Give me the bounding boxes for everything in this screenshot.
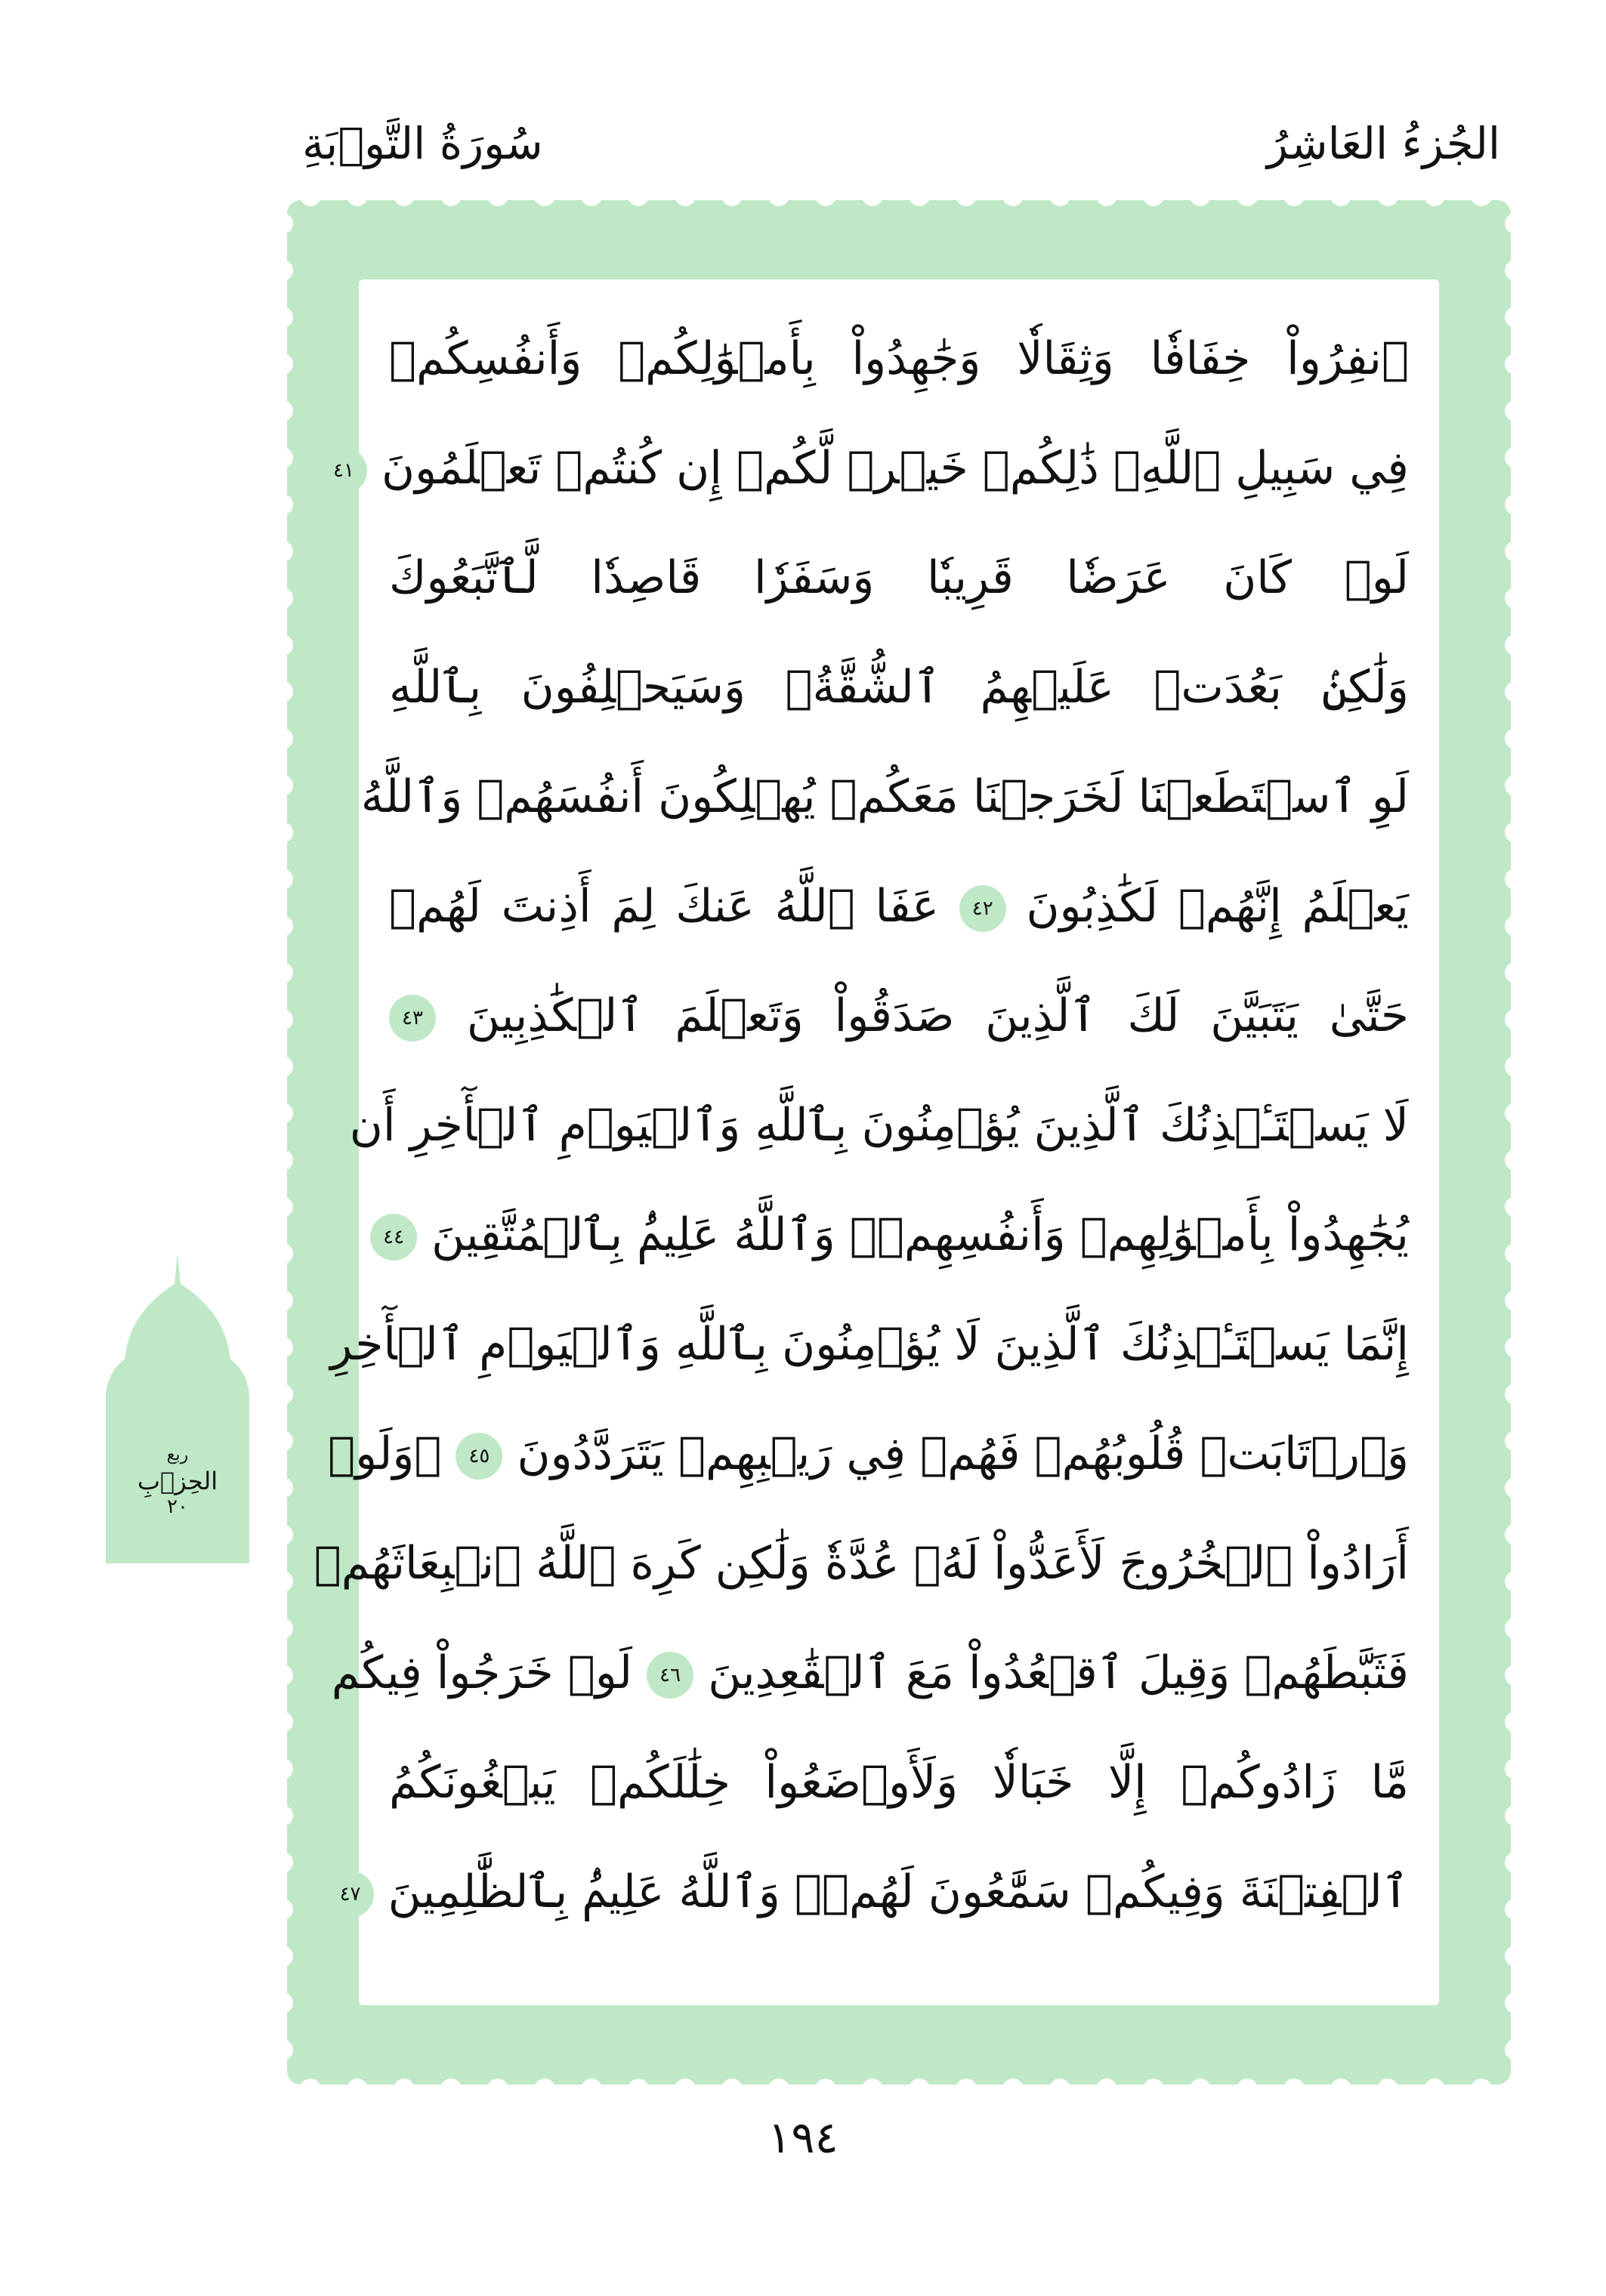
text-area: [313, 279, 1439, 2005]
frame-scallop: [1505, 1430, 1526, 1452]
frame-scallop: [487, 185, 508, 206]
frame-scallop: [440, 2078, 462, 2100]
verse-line: [389, 857, 1409, 955]
frame-scallop: [1505, 1899, 1526, 1920]
line-text: وَلَٰكِنۢ بَعُدَتۡ عَلَيۡهِمُ ٱلشُّقَّةُۚ وَسَيَحۡلِفُونَ بِٱللَّهِ: [389, 661, 1409, 714]
frame-scallop: [272, 2039, 293, 2060]
line-text: لَا يَسۡتَـٔۡذِنُكَ ٱلَّذِينَ يُؤۡمِنُونَ بِٱللَّهِ وَٱلۡيَوۡمِ ٱلۡأٓخِرِ أَن: [349, 1099, 1409, 1152]
frame-scallop: [1002, 185, 1024, 206]
line-text: إِنَّمَا يَسۡتَـٔۡذِنُكَ ٱلَّذِينَ لَا يُؤۡمِنُونَ بِٱللَّهِ وَٱلۡيَوۡمِ ٱلۡأٓخِرِ: [330, 1318, 1409, 1371]
frame-scallop: [1424, 185, 1445, 206]
juz-title: الجُزءُ العَاشِرُ: [1267, 118, 1500, 169]
line-text: لَوِ ٱسۡتَطَعۡنَا لَخَرَجۡنَا مَعَكُمۡ يُهۡلِكُونَ أَنفُسَهُمۡ وَٱللَّهُ: [360, 770, 1409, 823]
line-text: فِي سَبِيلِ ٱللَّهِۚ ذَٰلِكُمۡ خَيۡرٞ لَّكُمۡ إِن كُنتُمۡ تَعۡلَمُونَ: [381, 442, 1409, 495]
frame-scallop: [272, 1243, 293, 1264]
frame-scallop: [1505, 1805, 1526, 1826]
frame-scallop: [1505, 962, 1526, 983]
line-text: أَرَادُواْ ٱلۡخُرُوجَ لَأَعَدُّواْ لَهُۥ عُدَّةٗ وَلَٰكِن كَرِهَ ٱللَّهُ ٱنۢبِعَاثَهُمۡ: [313, 1537, 1409, 1590]
frame-scallop: [909, 2078, 930, 2100]
frame-scallop: [272, 1946, 293, 1967]
frame-scallop: [272, 307, 293, 328]
page-number: ١٩٤: [767, 2112, 839, 2163]
line-text: فَثَبَّطَهُمۡ وَقِيلَ ٱقۡعُدُواْ مَعَ ٱلۡقَٰعِدِينَ: [708, 1646, 1409, 1699]
frame-scallop: [272, 1852, 293, 1873]
verse-line: [389, 1733, 1409, 1832]
frame-scallop: [1505, 1243, 1526, 1264]
line-text: ٱلۡفِتۡنَةَ وَفِيكُمۡ سَمَّٰعُونَ لَهُمۡۗ وَٱللَّهُ عَلِيمُۢ بِٱلظَّٰلِمِينَ: [388, 1866, 1409, 1918]
verse-line: [330, 1295, 1409, 1393]
frame-scallop: [1143, 2078, 1164, 2100]
frame-scallop: [272, 494, 293, 515]
line-text-continuation: ۞وَلَوۡ: [328, 1427, 442, 1480]
surah-title: سُورَةُ التَّوۡبَةِ: [302, 118, 543, 169]
verse-line: [383, 1186, 1409, 1284]
frame-scallop: [1505, 1618, 1526, 1639]
frame-scallop: [956, 2078, 977, 2100]
frame-scallop: [534, 2078, 555, 2100]
frame-scallop: [1505, 681, 1526, 702]
frame-scallop: [1424, 2078, 1445, 2100]
frame-scallop: [1143, 185, 1164, 206]
frame-scallop: [1377, 185, 1398, 206]
verse-line: [313, 1514, 1409, 1612]
ayah-number-marker: ٤٧: [327, 1871, 374, 1918]
page-frame: [287, 200, 1511, 2085]
frame-scallop: [272, 447, 293, 468]
frame-scallop: [1377, 2078, 1398, 2100]
frame-scallop: [1505, 400, 1526, 421]
frame-scallop: [1505, 1852, 1526, 1873]
frame-scallop: [272, 1899, 293, 1920]
frame-scallop: [1505, 775, 1526, 796]
frame-scallop: [1096, 2078, 1117, 2100]
frame-scallop: [272, 213, 293, 234]
frame-scallop: [1505, 1056, 1526, 1077]
frame-scallop: [300, 2078, 321, 2100]
frame-scallop: [721, 2078, 743, 2100]
frame-scallop: [675, 2078, 696, 2100]
frame-scallop: [1505, 1337, 1526, 1358]
frame-scallop: [1505, 1477, 1526, 1498]
frame-scallop: [1505, 307, 1526, 328]
frame-scallop: [1505, 1758, 1526, 1779]
frame-scallop: [272, 260, 293, 281]
frame-scallop: [272, 962, 293, 983]
verse-line: [389, 638, 1409, 736]
frame-scallop: [768, 2078, 789, 2100]
frame-scallop: [272, 1196, 293, 1217]
frame-scallop: [272, 775, 293, 796]
hizb-quarter-text: ربع: [166, 1446, 189, 1464]
verse-line: [389, 310, 1409, 408]
frame-scallop: [1505, 588, 1526, 609]
frame-scallop: [440, 185, 462, 206]
frame-scallop: [581, 185, 602, 206]
verse-line: [389, 529, 1409, 627]
frame-scallop: [272, 1337, 293, 1358]
frame-scallop: [1049, 2078, 1070, 2100]
frame-scallop: [628, 2078, 649, 2100]
frame-scallop: [272, 1571, 293, 1592]
line-text-continuation: عَفَا ٱللَّهُ عَنكَ لِمَ أَذِنتَ لَهُمۡ: [389, 880, 939, 933]
frame-scallop: [862, 2078, 883, 2100]
frame-scallop: [272, 1805, 293, 1826]
frame-scallop: [1049, 185, 1070, 206]
frame-scallop: [272, 1009, 293, 1030]
frame-scallop: [1283, 2078, 1305, 2100]
verse-line: [332, 419, 1409, 517]
line-text-continuation: لَوۡ خَرَجُواْ فِيكُم: [331, 1646, 633, 1699]
frame-scallop: [1505, 1150, 1526, 1171]
frame-scallop: [1505, 1103, 1526, 1124]
verse-line: [339, 1843, 1409, 1941]
frame-scallop: [272, 1430, 293, 1452]
frame-scallop: [272, 681, 293, 702]
frame-scallop: [1505, 1571, 1526, 1592]
frame-scallop: [272, 869, 293, 890]
frame-scallop: [581, 2078, 602, 2100]
frame-scallop: [1471, 185, 1492, 206]
frame-scallop: [1505, 1665, 1526, 1686]
frame-scallop: [862, 185, 883, 206]
verse-line: [360, 748, 1409, 846]
frame-scallop: [272, 822, 293, 843]
frame-scallop: [272, 728, 293, 749]
ayah-number-marker: ٤٢: [959, 885, 1006, 932]
frame-scallop: [272, 1618, 293, 1639]
verse-line: [349, 1076, 1409, 1174]
frame-scallop: [675, 185, 696, 206]
frame-scallop: [1505, 1290, 1526, 1311]
line-text: مَّا زَادُوكُمۡ إِلَّا خَبَالٗا وَلَأَوۡضَعُواْ خِلَٰلَكُمۡ يَبۡغُونَكُمُ: [389, 1756, 1409, 1809]
frame-scallop: [1505, 728, 1526, 749]
frame-scallop: [815, 2078, 836, 2100]
frame-scallop: [1505, 213, 1526, 234]
frame-scallop: [1505, 1711, 1526, 1733]
frame-scallop: [1471, 2078, 1492, 2100]
frame-scallop: [272, 1992, 293, 2014]
frame-scallop: [1096, 185, 1117, 206]
frame-scallop: [1330, 185, 1351, 206]
line-text: حَتَّىٰ يَتَبَيَّنَ لَكَ ٱلَّذِينَ صَدَقُواْ وَتَعۡلَمَ ٱلۡكَٰذِبِينَ: [466, 989, 1409, 1042]
ayah-number-marker: ٤٤: [370, 1214, 417, 1261]
frame-scallop: [1237, 2078, 1258, 2100]
frame-scallop: [815, 185, 836, 206]
frame-scallop: [1505, 634, 1526, 656]
frame-scallop: [272, 1758, 293, 1779]
ayah-number-marker: ٤٦: [647, 1652, 693, 1699]
frame-scallop: [272, 1477, 293, 1498]
frame-scallop: [394, 2078, 415, 2100]
frame-scallop: [272, 1524, 293, 1545]
frame-scallop: [1505, 260, 1526, 281]
frame-scallop: [1505, 869, 1526, 890]
line-text: يَعۡلَمُ إِنَّهُمۡ لَكَٰذِبُونَ: [1026, 880, 1409, 933]
frame-scallop: [1505, 1946, 1526, 1967]
frame-scallop: [1237, 185, 1258, 206]
frame-scallop: [272, 634, 293, 656]
frame-scallop: [1002, 2078, 1024, 2100]
frame-scallop: [1505, 353, 1526, 375]
ayah-number-marker: ٤٥: [456, 1433, 502, 1480]
frame-scallop: [1505, 494, 1526, 515]
frame-scallop: [272, 1384, 293, 1405]
line-text: ٱنفِرُواْ خِفَافٗا وَثِقَالٗا وَجَٰهِدُواْ بِأَمۡوَٰلِكُمۡ وَأَنفُسِكُمۡ: [389, 332, 1409, 385]
verse-line: [389, 967, 1409, 1065]
frame-scallop: [272, 1150, 293, 1171]
frame-scallop: [347, 2078, 368, 2100]
frame-scallop: [272, 1103, 293, 1124]
frame-scallop: [768, 185, 789, 206]
frame-scallop: [909, 185, 930, 206]
hizb-marker: [106, 1254, 249, 1563]
frame-scallop: [272, 541, 293, 562]
line-text: يُجَٰهِدُواْ بِأَمۡوَٰلِهِمۡ وَأَنفُسِهِمۡۗ وَٱللَّهُ عَلِيمُۢ بِٱلۡمُتَّقِينَ: [431, 1208, 1409, 1261]
frame-scallop: [1505, 1524, 1526, 1545]
frame-scallop: [272, 1665, 293, 1686]
verse-line: [331, 1624, 1409, 1722]
frame-scallop: [1190, 185, 1211, 206]
frame-scallop: [1505, 915, 1526, 937]
frame-scallop: [1505, 822, 1526, 843]
verse-line: [328, 1405, 1409, 1503]
frame-scallop: [272, 400, 293, 421]
frame-scallop: [956, 185, 977, 206]
frame-scallop: [272, 1056, 293, 1077]
frame-scallop: [1190, 2078, 1211, 2100]
hizb-label: [106, 1443, 249, 1520]
frame-scallop: [347, 185, 368, 206]
frame-scallop: [300, 185, 321, 206]
frame-scallop: [1330, 2078, 1351, 2100]
frame-scallop: [394, 185, 415, 206]
hizb-number-text: ٢٠: [167, 1495, 188, 1518]
frame-scallop: [487, 2078, 508, 2100]
frame-scallop: [1505, 541, 1526, 562]
ayah-number-marker: ٤١: [320, 447, 367, 494]
frame-scallop: [1505, 1992, 1526, 2014]
frame-scallop: [272, 1290, 293, 1311]
frame-scallop: [1505, 447, 1526, 468]
frame-scallop: [272, 1711, 293, 1733]
frame-scallop: [1505, 2039, 1526, 2060]
frame-scallop: [1505, 1196, 1526, 1217]
frame-scallop: [1283, 185, 1305, 206]
frame-scallop: [1505, 1009, 1526, 1030]
hizb-word-text: الحِزۡبِ: [137, 1467, 218, 1495]
frame-scallop: [272, 588, 293, 609]
line-text: وَٱرۡتَابَتۡ قُلُوبُهُمۡ فَهُمۡ فِي رَيۡبِهِمۡ يَتَرَدَّدُونَ: [517, 1427, 1409, 1480]
frame-scallop: [721, 185, 743, 206]
frame-scallop: [1505, 1384, 1526, 1405]
frame-scallop: [534, 185, 555, 206]
frame-scallop: [272, 915, 293, 937]
frame-scallop: [272, 353, 293, 375]
line-text: لَوۡ كَانَ عَرَضٗا قَرِيبٗا وَسَفَرٗا قَاصِدٗا لَّٱتَّبَعُوكَ: [389, 551, 1409, 604]
frame-scallop: [628, 185, 649, 206]
ayah-number-marker: ٤٣: [389, 995, 436, 1042]
